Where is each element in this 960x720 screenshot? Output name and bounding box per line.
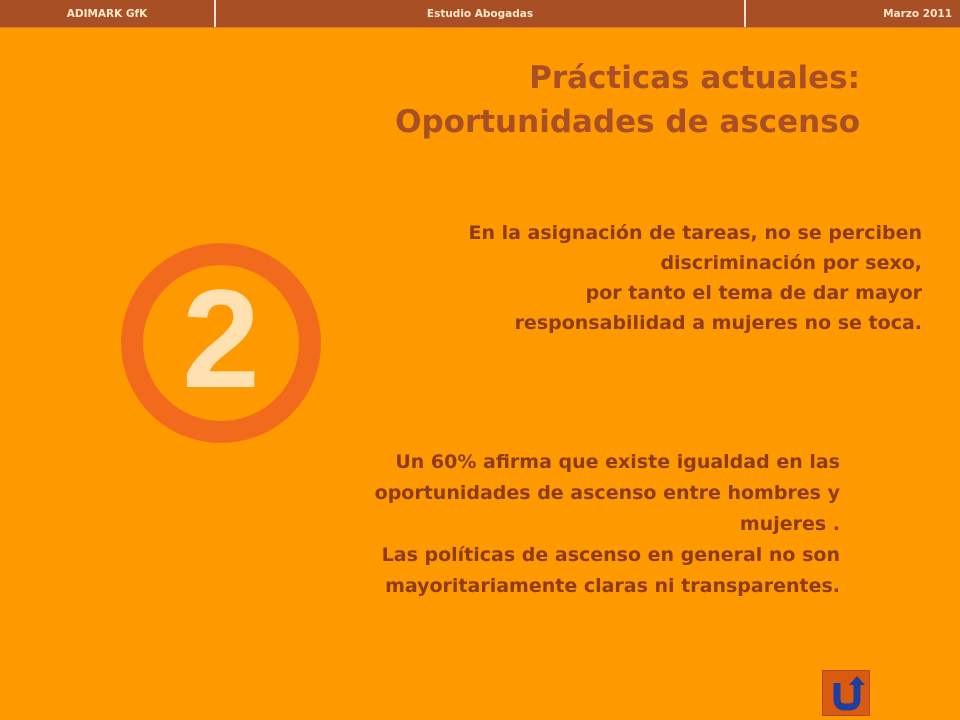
header-bar	[0, 0, 960, 28]
header-right-label: Marzo 2011	[883, 7, 952, 20]
paragraph-task-assignment	[362, 218, 922, 338]
section-number-badge	[118, 240, 324, 446]
return-button[interactable]	[822, 670, 870, 716]
paragraph-promotion-opportunities	[240, 447, 840, 602]
title-line-2: Oportunidades de ascenso	[395, 104, 860, 140]
paragraph1-line-3: por tanto el tema de dar mayor	[585, 282, 922, 304]
paragraph1-line-1: En la asignación de tareas, no se perciben	[468, 222, 922, 244]
paragraph2-line-4: Las políticas de ascenso en general no son	[381, 544, 840, 566]
header-left-label: ADIMARK GfK	[66, 7, 148, 20]
title-line-1: Prácticas actuales:	[529, 60, 860, 96]
paragraph1-line-4: responsabilidad a mujeres no se toca.	[514, 312, 922, 334]
paragraph2-line-5: mayoritariamente claras ni transparentes.	[385, 575, 840, 597]
paragraph2-line-2: oportunidades de ascenso entre hombres y	[374, 482, 840, 504]
slide-title	[160, 56, 860, 144]
paragraph1-line-2: discriminación por sexo,	[660, 252, 922, 274]
return-arrow-icon	[823, 671, 869, 715]
paragraph2-line-1: Un 60% afirma que existe igualdad en las	[395, 451, 840, 473]
paragraph2-line-3: mujeres .	[739, 513, 840, 535]
header-center-label: Estudio Abogadas	[426, 7, 534, 20]
section-number: 2	[182, 260, 260, 417]
